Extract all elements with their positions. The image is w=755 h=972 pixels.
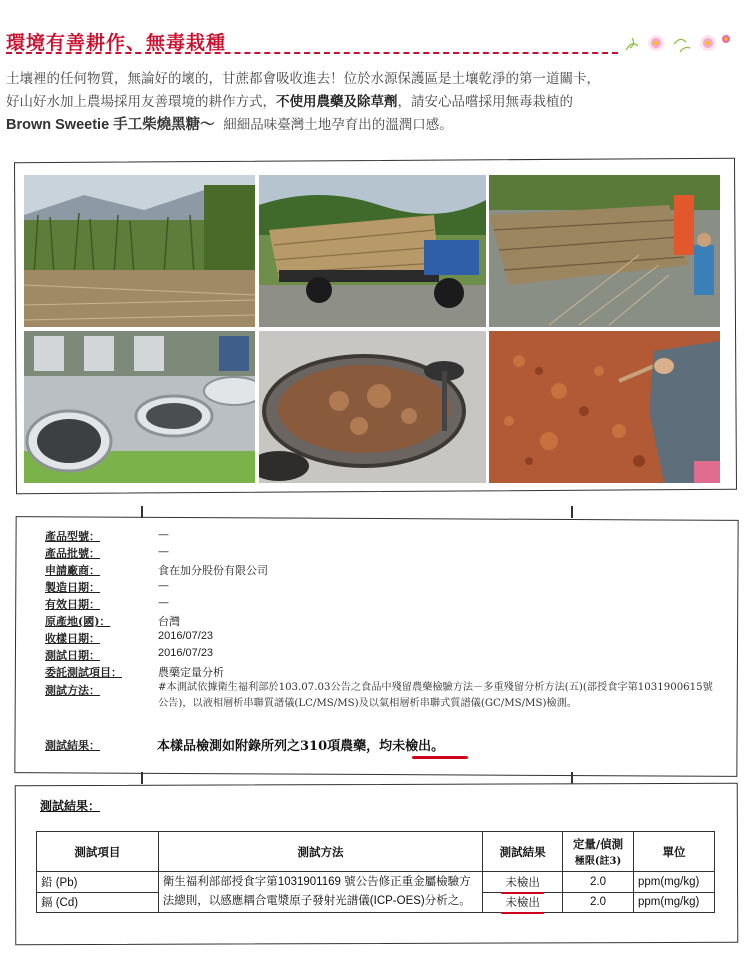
results-title: 測試結果：	[40, 799, 101, 813]
unit-cell: ppm(mg/kg)	[633, 892, 714, 913]
frame-tick	[571, 506, 573, 518]
not-detected-text: 未檢出	[505, 874, 540, 889]
table-row	[37, 872, 715, 893]
unit-cell: ppm(mg/kg)	[633, 872, 714, 893]
limit-cell: 2.0	[563, 892, 634, 913]
no-pesticide-emphasis: 不使用農藥及除草劑	[276, 94, 398, 110]
not-detected-text: 未檢出	[392, 739, 432, 754]
intro-line-2: 好山好水加上農場採用友善環境的耕作方式，不使用農藥及除草劑，請安心品嚐採用無毒栽植的	[6, 94, 573, 110]
method-text: #本測試依據衛生福利部於103.07.03公告之食品中殘留農藥檢驗方法－多重殘留分析方法(五)(部授食字第1031900615號公告)，以液相層析串聯質譜儀(LC/MS/MS)及以氣相層析串聯式質譜儀(GC/MS/MS)檢測。	[158, 682, 713, 709]
brand-name: Brown Sweetie 手工柴燒黑糖～	[6, 117, 215, 133]
limit-cell: 2.0	[563, 872, 634, 893]
intro-line-1: 土壤裡的任何物質，無論好的壞的，甘蔗都會吸收進去！位於水源保護區是土壤乾淨的第一道關卡，	[6, 71, 600, 87]
header-item: 測試項目	[37, 832, 159, 872]
flower-decoration-icon	[622, 30, 740, 56]
boiling-syrup-photo	[259, 331, 486, 483]
result-cell	[483, 892, 563, 913]
brown-sugar-stirring-photo	[489, 331, 720, 483]
sugarcane-truck-photo	[259, 175, 486, 327]
header-method: 測試方法	[158, 832, 482, 872]
title-divider	[6, 52, 618, 54]
result-cell	[483, 872, 563, 893]
results-table	[36, 831, 715, 913]
section-title: 環境有善耕作、無毒栽種	[6, 32, 227, 54]
frame-tick	[141, 772, 143, 784]
header-result: 測試結果	[483, 832, 563, 872]
intro-line-3: Brown Sweetie 手工柴燒黑糖～ 細細品味臺灣土地孕育出的溫潤口感。	[6, 117, 453, 133]
intro-paragraph	[6, 68, 746, 137]
header-limit: 定量/偵測 極限(註3)	[563, 832, 634, 872]
item-cell: 鉛 (Pb)	[37, 872, 159, 893]
steel-pots-photo	[24, 331, 255, 483]
frame-tick	[141, 506, 143, 518]
sugarcane-field-photo	[24, 175, 255, 327]
table-header-row	[37, 832, 715, 872]
method-cell: 衛生福利部部授食字第1031901169 號公告修正重金屬檢驗方法總則，以感應耦合電漿原子發射光譜儀(ICP-OES)分析之。	[158, 872, 482, 913]
red-highlight-underline	[412, 756, 468, 759]
header-unit: 單位	[633, 832, 714, 872]
not-detected-text: 未檢出	[505, 895, 540, 910]
item-cell: 鎘 (Cd)	[37, 892, 159, 913]
result-text: 本樣品檢測如附錄所列之310項農藥，均未檢出。	[157, 739, 445, 754]
frame-tick	[571, 772, 573, 784]
sugarcane-unloading-photo	[489, 175, 720, 327]
